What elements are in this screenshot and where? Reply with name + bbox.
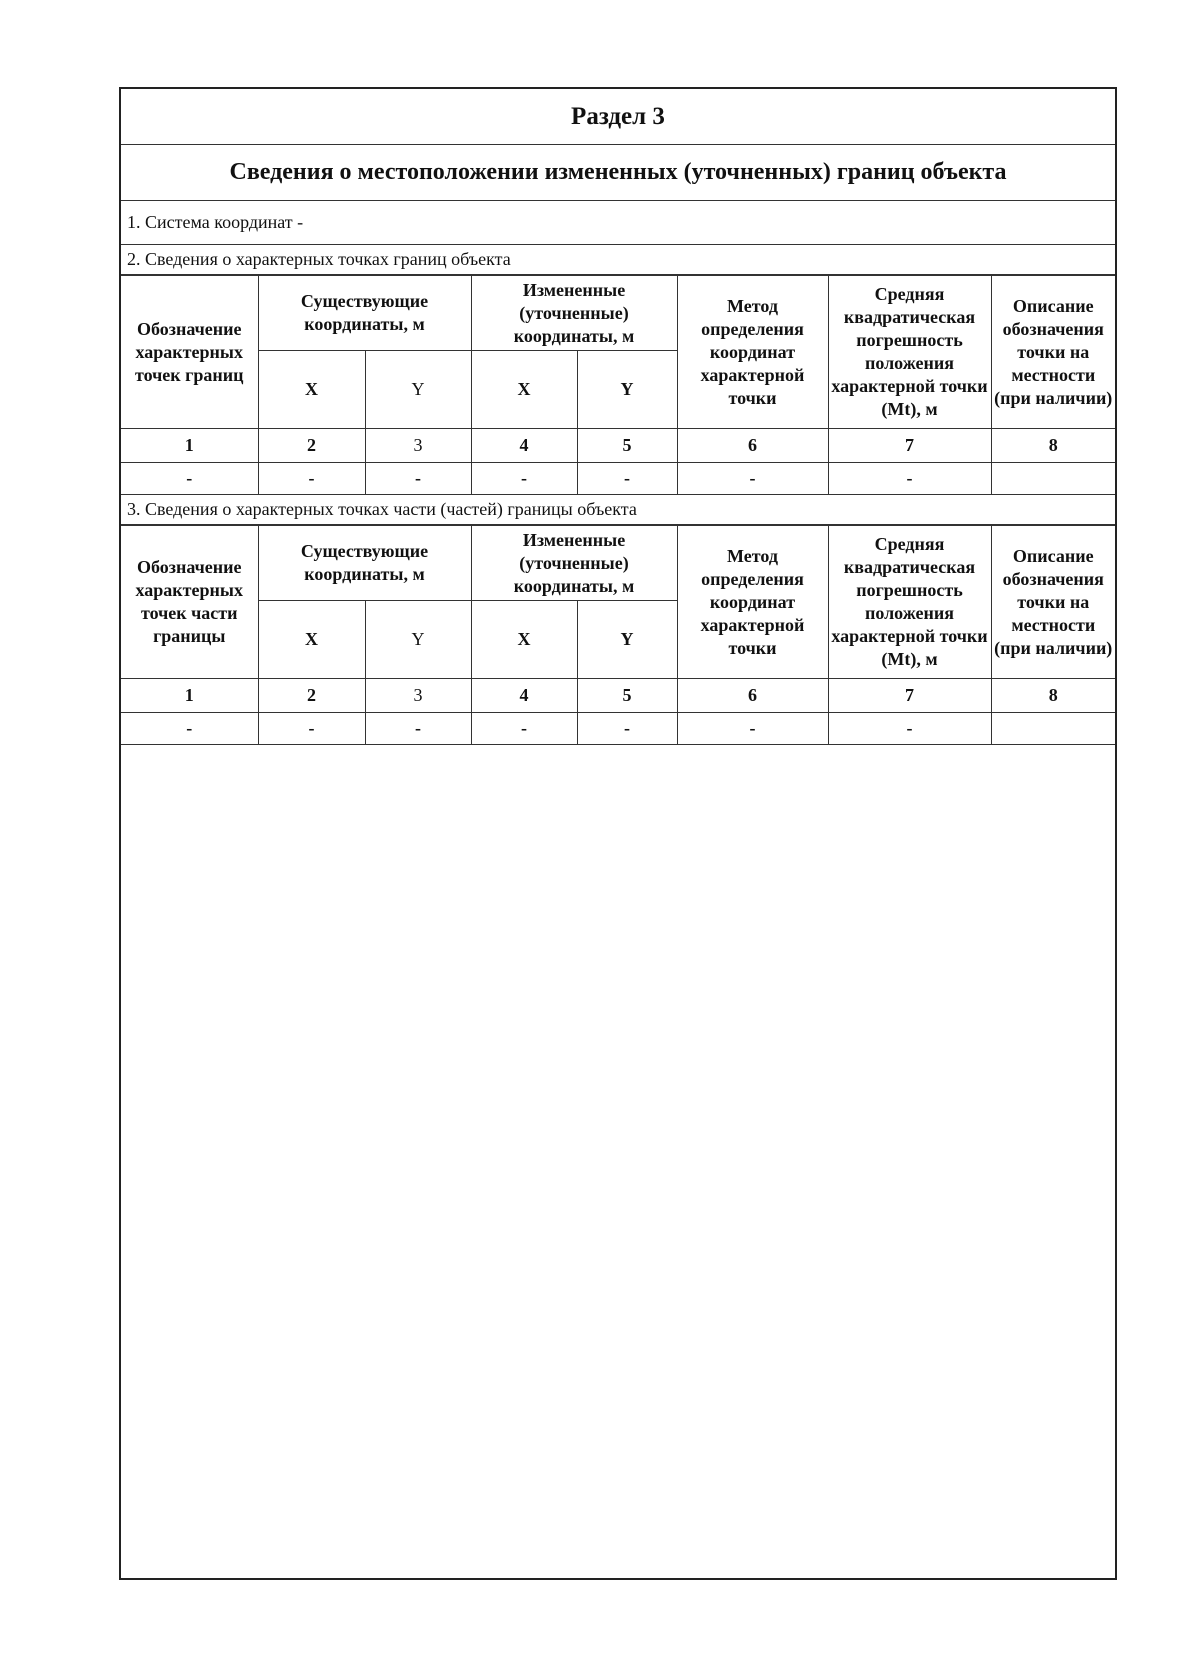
part2-col-description: Описание обозначения точки на местности (при наличии) <box>991 276 1115 429</box>
part3-col-number: 4 <box>471 679 577 713</box>
part2-cell: - <box>828 463 991 495</box>
part3-table <box>121 525 1115 745</box>
part2-changed-y: Y <box>577 351 677 429</box>
part3-col-existing: Существующие координаты, м <box>258 526 471 601</box>
section-title: Раздел 3 <box>121 89 1115 145</box>
part3-existing-y: Y <box>365 601 471 679</box>
part3-cell: - <box>258 713 365 745</box>
part2-cell <box>991 463 1115 495</box>
part2-col-changed: Измененные (уточненные) координаты, м <box>471 276 677 351</box>
part2-cell: - <box>577 463 677 495</box>
coordinate-system-line: 1. Система координат - <box>121 201 1115 245</box>
part2-col-number: 2 <box>258 429 365 463</box>
part2-cell: - <box>365 463 471 495</box>
part2-cell: - <box>121 463 258 495</box>
part3-col-number: 6 <box>677 679 828 713</box>
part3-heading: 3. Сведения о характерных точках части (частей) границы объекта <box>121 495 1115 525</box>
part3-col-method: Метод определения координат характерной точки <box>677 526 828 679</box>
part3-changed-x: X <box>471 601 577 679</box>
part2-existing-x: X <box>258 351 365 429</box>
part3-cell: - <box>828 713 991 745</box>
part3-cell: - <box>471 713 577 745</box>
part2-col-number: 3 <box>365 429 471 463</box>
part2-cell: - <box>677 463 828 495</box>
part3-col-number: 7 <box>828 679 991 713</box>
part3-existing-x: X <box>258 601 365 679</box>
part2-cell: - <box>258 463 365 495</box>
part2-existing-y: Y <box>365 351 471 429</box>
part2-changed-x: X <box>471 351 577 429</box>
part2-col-number: 8 <box>991 429 1115 463</box>
part3-col-number: 8 <box>991 679 1115 713</box>
part2-col-number: 1 <box>121 429 258 463</box>
part3-cell: - <box>365 713 471 745</box>
part2-table <box>121 275 1115 495</box>
part3-col-error: Средняя квадратическая погрешность положения характерной точки (Mt), м <box>828 526 991 679</box>
part3-cell: - <box>677 713 828 745</box>
part2-col-designation: Обозначение характерных точек границ <box>121 276 258 429</box>
part2-heading: 2. Сведения о характерных точках границ объекта <box>121 245 1115 275</box>
part2-col-method: Метод определения координат характерной точки <box>677 276 828 429</box>
part3-cell: - <box>121 713 258 745</box>
part2-col-number: 4 <box>471 429 577 463</box>
part2-cell: - <box>471 463 577 495</box>
part2-col-number: 5 <box>577 429 677 463</box>
part3-cell: - <box>577 713 677 745</box>
part3-col-number: 5 <box>577 679 677 713</box>
part2-col-number: 6 <box>677 429 828 463</box>
part3-col-designation: Обозначение характерных точек части границы <box>121 526 258 679</box>
document-frame <box>119 87 1117 1580</box>
part3-col-number: 3 <box>365 679 471 713</box>
section-subtitle: Сведения о местоположении измененных (уточненных) границ объекта <box>121 145 1115 201</box>
part3-col-description: Описание обозначения точки на местности (при наличии) <box>991 526 1115 679</box>
part3-changed-y: Y <box>577 601 677 679</box>
part3-col-changed: Измененные (уточненные) координаты, м <box>471 526 677 601</box>
part3-col-number: 1 <box>121 679 258 713</box>
part2-col-error: Средняя квадратическая погрешность положения характерной точки (Mt), м <box>828 276 991 429</box>
part3-col-number: 2 <box>258 679 365 713</box>
part2-col-existing: Существующие координаты, м <box>258 276 471 351</box>
part2-col-number: 7 <box>828 429 991 463</box>
part3-cell <box>991 713 1115 745</box>
